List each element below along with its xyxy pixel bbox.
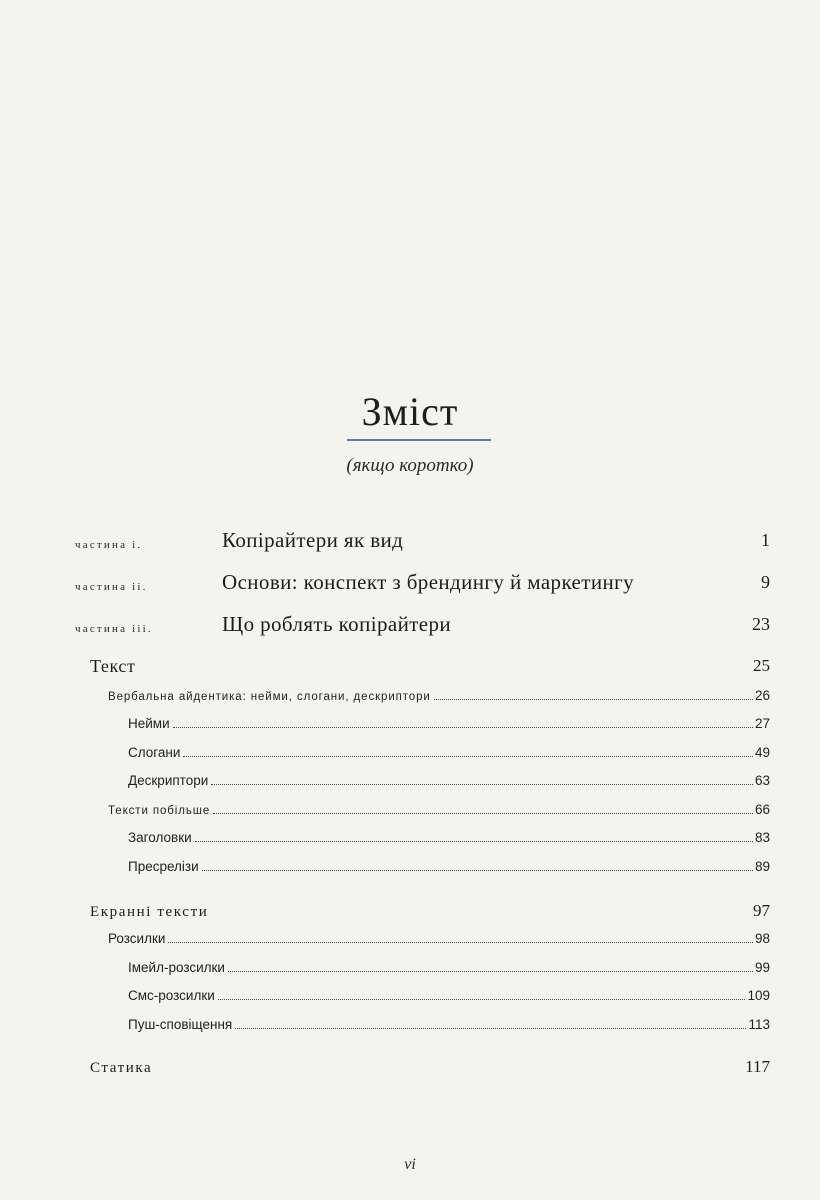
toc-subentry	[128, 960, 770, 980]
entry-page-number: 63	[754, 773, 770, 788]
dot-leader	[202, 870, 753, 871]
entry-label: Слогани	[128, 745, 181, 760]
entry-page-number: 83	[754, 830, 770, 845]
section-heading	[90, 901, 770, 927]
part-title: Основи: конспект з брендингу й маркетингу	[222, 570, 635, 594]
dot-leader	[173, 727, 753, 728]
part-label: частина ііі.	[75, 623, 153, 635]
section-title: Текст	[90, 656, 136, 676]
dot-leader	[434, 699, 753, 700]
part-label: частина іі.	[75, 581, 148, 593]
entry-label: Імейл-розсилки	[128, 960, 225, 975]
page-folio: vi	[404, 1156, 416, 1173]
section-heading	[90, 1057, 770, 1083]
part-entry	[75, 528, 770, 558]
toc-entry	[108, 931, 770, 951]
toc-title: Зміст	[361, 389, 459, 434]
part-entry	[75, 612, 770, 642]
entry-label: Пресрелізи	[128, 859, 199, 874]
entry-label: Пуш-сповіщення	[128, 1017, 233, 1032]
entry-page-number: 26	[754, 688, 770, 703]
entry-label: Тексти побільше	[108, 805, 211, 817]
entry-page-number: 98	[754, 931, 770, 946]
entry-label: Дескриптори	[128, 773, 209, 788]
toc-subentry	[128, 830, 770, 850]
section-page-number: 25	[753, 656, 770, 675]
part-entry	[75, 570, 770, 600]
toc-subentry	[128, 773, 770, 793]
entry-label: Вербальна айдентика: нейми, слогани, дескриптори	[108, 691, 431, 703]
section-title: Статика	[90, 1060, 153, 1076]
entry-page-number: 99	[754, 960, 770, 975]
part-title: Що роблять копірайтери	[222, 612, 452, 636]
section-heading	[90, 656, 770, 682]
part-page-number: 1	[761, 530, 770, 550]
entry-page-number: 113	[748, 1017, 770, 1032]
toc-subentry	[128, 1017, 770, 1037]
dot-leader	[211, 784, 753, 785]
entry-label: Нейми	[128, 716, 170, 731]
part-title: Копірайтери як вид	[222, 528, 404, 552]
dot-leader	[228, 971, 753, 972]
dot-leader	[213, 813, 753, 814]
dot-leader	[183, 756, 753, 757]
part-page-number: 23	[752, 614, 770, 634]
section-title: Екранні тексти	[90, 904, 209, 920]
entry-page-number: 27	[754, 716, 770, 731]
entry-label: Заголовки	[128, 830, 192, 845]
dot-leader	[168, 942, 753, 943]
dot-leader	[195, 841, 753, 842]
toc-entry	[108, 802, 770, 822]
entry-page-number: 49	[754, 745, 770, 760]
part-label: частина і.	[75, 539, 143, 551]
dot-leader	[218, 999, 746, 1000]
entry-page-number: 109	[747, 988, 770, 1003]
toc-subentry	[128, 716, 770, 736]
entry-label: Смс-розсилки	[128, 988, 215, 1003]
entry-label: Розсилки	[108, 931, 166, 946]
toc-subentry	[128, 859, 770, 879]
entry-page-number: 89	[754, 859, 770, 874]
part-page-number: 9	[761, 572, 770, 592]
section-page-number: 117	[745, 1057, 770, 1076]
toc-entry	[108, 688, 770, 708]
toc-subentry	[128, 745, 770, 765]
toc-subtitle: (якщо коротко)	[346, 455, 474, 476]
title-underline	[347, 439, 491, 441]
toc-subentry	[128, 988, 770, 1008]
entry-page-number: 66	[754, 802, 770, 817]
section-page-number: 97	[753, 901, 770, 920]
dot-leader	[235, 1028, 746, 1029]
